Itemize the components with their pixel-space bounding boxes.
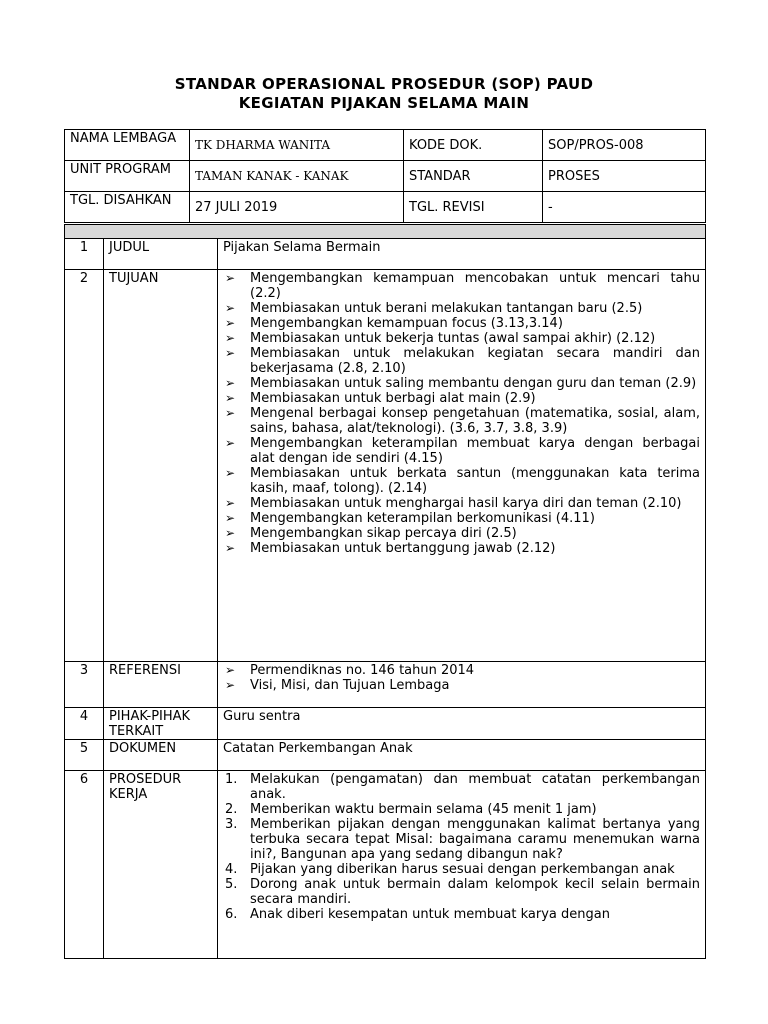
arrow-bullet-icon: ➢ xyxy=(225,496,236,510)
tujuan-item xyxy=(223,346,700,376)
header-row-unit xyxy=(65,161,706,192)
tujuan-list-cell xyxy=(218,270,706,662)
row-label: TUJUAN xyxy=(104,270,218,662)
arrow-bullet-icon: ➢ xyxy=(225,663,236,677)
nama-lembaga-value: TK DHARMA WANITA xyxy=(190,130,404,161)
tujuan-item-text: Membiasakan untuk berbagi alat main (2.9) xyxy=(250,391,536,406)
tujuan-list xyxy=(223,271,700,556)
tujuan-item xyxy=(223,541,700,556)
tujuan-item xyxy=(223,331,700,346)
sop-content-table xyxy=(64,224,706,959)
tgl-disahkan-label: TGL. DISAHKAN xyxy=(65,192,190,223)
step-number: 6. xyxy=(225,907,238,922)
row-number: 6 xyxy=(65,771,104,959)
tujuan-item xyxy=(223,511,700,526)
tujuan-item xyxy=(223,526,700,541)
step-text: Memberikan waktu bermain selama (45 menit 1 jam) xyxy=(250,802,597,817)
step-number: 2. xyxy=(225,802,238,817)
shaded-divider-cell xyxy=(65,225,706,239)
step-text: Pijakan yang diberikan harus sesuai dengan perkembangan anak xyxy=(250,862,675,877)
row-dokumen xyxy=(65,740,706,771)
row-referensi xyxy=(65,662,706,708)
tujuan-item xyxy=(223,436,700,466)
standar-label: STANDAR xyxy=(404,161,543,192)
tujuan-item-text: Membiasakan untuk saling membantu dengan guru dan teman (2.9) xyxy=(250,376,697,391)
tujuan-item-text: Mengembangkan kemampuan focus (3.13,3.14) xyxy=(250,316,563,331)
header-row-lembaga xyxy=(65,130,706,161)
row-judul xyxy=(65,239,706,270)
nama-lembaga-label: NAMA LEMBAGA xyxy=(65,130,190,161)
unit-program-value: TAMAN KANAK - KANAK xyxy=(190,161,404,192)
tujuan-item-text: Membiasakan untuk menghargai hasil karya diri dan teman (2.10) xyxy=(250,496,682,511)
tujuan-item-text: Membiasakan untuk bertanggung jawab (2.12) xyxy=(250,541,556,556)
step-text: Dorong anak untuk bermain dalam kelompok kecil selain bermain secara mandiri. xyxy=(250,877,701,907)
row-number: 3 xyxy=(65,662,104,708)
header-row-tanggal xyxy=(65,192,706,223)
arrow-bullet-icon: ➢ xyxy=(225,406,236,420)
unit-program-label: UNIT PROGRAM xyxy=(65,161,190,192)
arrow-bullet-icon: ➢ xyxy=(225,541,236,555)
dokumen-value: Catatan Perkembangan Anak xyxy=(218,740,706,771)
step-text: Anak diberi kesempatan untuk membuat karya dengan xyxy=(250,907,610,922)
step-number: 4. xyxy=(225,862,238,877)
arrow-bullet-icon: ➢ xyxy=(225,391,236,405)
referensi-list xyxy=(223,663,700,693)
tujuan-item-text: Mengembangkan keterampilan berkomunikasi (4.11) xyxy=(250,511,595,526)
tujuan-item-text: Mengenal berbagai konsep pengetahuan (matematika, sosial, alam, sains, bahasa, alat/teknologi). (3.6, 3.7, 3.8, 3.9) xyxy=(250,406,701,436)
document-title: STANDAR OPERASIONAL PROSEDUR (SOP) PAUD xyxy=(174,75,594,93)
referensi-item xyxy=(223,663,700,678)
tujuan-item-text: Mengembangkan kemampuan mencobakan untuk mencari tahu (2.2) xyxy=(250,271,701,301)
step-number: 5. xyxy=(225,877,238,892)
tujuan-item xyxy=(223,391,700,406)
tujuan-item xyxy=(223,496,700,511)
referensi-list-cell xyxy=(218,662,706,708)
tgl-revisi-value: - xyxy=(543,192,706,223)
prosedur-list xyxy=(223,772,700,922)
kode-dok-label: KODE DOK. xyxy=(404,130,543,161)
pihak-value: Guru sentra xyxy=(218,708,706,740)
row-label: JUDUL xyxy=(104,239,218,270)
prosedur-step xyxy=(223,907,700,922)
arrow-bullet-icon: ➢ xyxy=(225,301,236,315)
row-label: PIHAK-PIHAK TERKAIT xyxy=(104,708,218,740)
row-number: 5 xyxy=(65,740,104,771)
document-subtitle: KEGIATAN PIJAKAN SELAMA MAIN xyxy=(238,94,530,112)
tujuan-item-text: Membiasakan untuk berani melakukan tantangan baru (2.5) xyxy=(250,301,643,316)
row-label: REFERENSI xyxy=(104,662,218,708)
arrow-bullet-icon: ➢ xyxy=(225,331,236,345)
standar-value: PROSES xyxy=(543,161,706,192)
tujuan-item xyxy=(223,406,700,436)
tujuan-item xyxy=(223,271,700,301)
shaded-divider-row xyxy=(65,225,706,239)
arrow-bullet-icon: ➢ xyxy=(225,511,236,525)
row-number: 1 xyxy=(65,239,104,270)
tgl-disahkan-value: 27 JULI 2019 xyxy=(190,192,404,223)
tujuan-item-text: Mengembangkan keterampilan membuat karya dengan berbagai alat dengan ide sendiri (4.15) xyxy=(250,436,701,466)
tujuan-item xyxy=(223,301,700,316)
tujuan-item xyxy=(223,316,700,331)
tujuan-item xyxy=(223,466,700,496)
row-prosedur-kerja xyxy=(65,771,706,959)
referensi-item-text: Visi, Misi, dan Tujuan Lembaga xyxy=(250,678,450,693)
arrow-bullet-icon: ➢ xyxy=(225,271,236,285)
row-label: DOKUMEN xyxy=(104,740,218,771)
referensi-item xyxy=(223,678,700,693)
arrow-bullet-icon: ➢ xyxy=(225,466,236,480)
arrow-bullet-icon: ➢ xyxy=(225,346,236,360)
arrow-bullet-icon: ➢ xyxy=(225,678,236,692)
tujuan-item-text: Membiasakan untuk melakukan kegiatan secara mandiri dan bekerjasama (2.8, 2.10) xyxy=(250,346,701,376)
header-table xyxy=(64,129,706,223)
arrow-bullet-icon: ➢ xyxy=(225,316,236,330)
tgl-revisi-label: TGL. REVISI xyxy=(404,192,543,223)
prosedur-step xyxy=(223,802,700,817)
step-number: 3. xyxy=(225,817,238,832)
tujuan-item xyxy=(223,376,700,391)
tujuan-item-text: Membiasakan untuk berkata santun (menggunakan kata terima kasih, maaf, tolong). (2.14) xyxy=(250,466,701,496)
step-text: Melakukan (pengamatan) dan membuat catatan perkembangan anak. xyxy=(250,772,701,802)
step-text: Memberikan pijakan dengan menggunakan kalimat bertanya yang terbuka secara tepat Misal: bagaimana caramu menemukan warna ini?, Bangunan apa yang sedang dibangun nak? xyxy=(250,817,701,862)
kode-dok-value: SOP/PROS-008 xyxy=(543,130,706,161)
row-label: PROSEDUR KERJA xyxy=(104,771,218,959)
row-tujuan xyxy=(65,270,706,662)
arrow-bullet-icon: ➢ xyxy=(225,376,236,390)
prosedur-step xyxy=(223,772,700,802)
row-pihak-terkait xyxy=(65,708,706,740)
referensi-item-text: Permendiknas no. 146 tahun 2014 xyxy=(250,663,475,678)
row-number: 4 xyxy=(65,708,104,740)
judul-value: Pijakan Selama Bermain xyxy=(218,239,706,270)
row-number: 2 xyxy=(65,270,104,662)
tujuan-item-text: Mengembangkan sikap percaya diri (2.5) xyxy=(250,526,517,541)
arrow-bullet-icon: ➢ xyxy=(225,436,236,450)
arrow-bullet-icon: ➢ xyxy=(225,526,236,540)
prosedur-step xyxy=(223,877,700,907)
prosedur-step xyxy=(223,862,700,877)
tujuan-item-text: Membiasakan untuk bekerja tuntas (awal sampai akhir) (2.12) xyxy=(250,331,656,346)
step-number: 1. xyxy=(225,772,238,787)
prosedur-step xyxy=(223,817,700,862)
prosedur-list-cell xyxy=(218,771,706,959)
